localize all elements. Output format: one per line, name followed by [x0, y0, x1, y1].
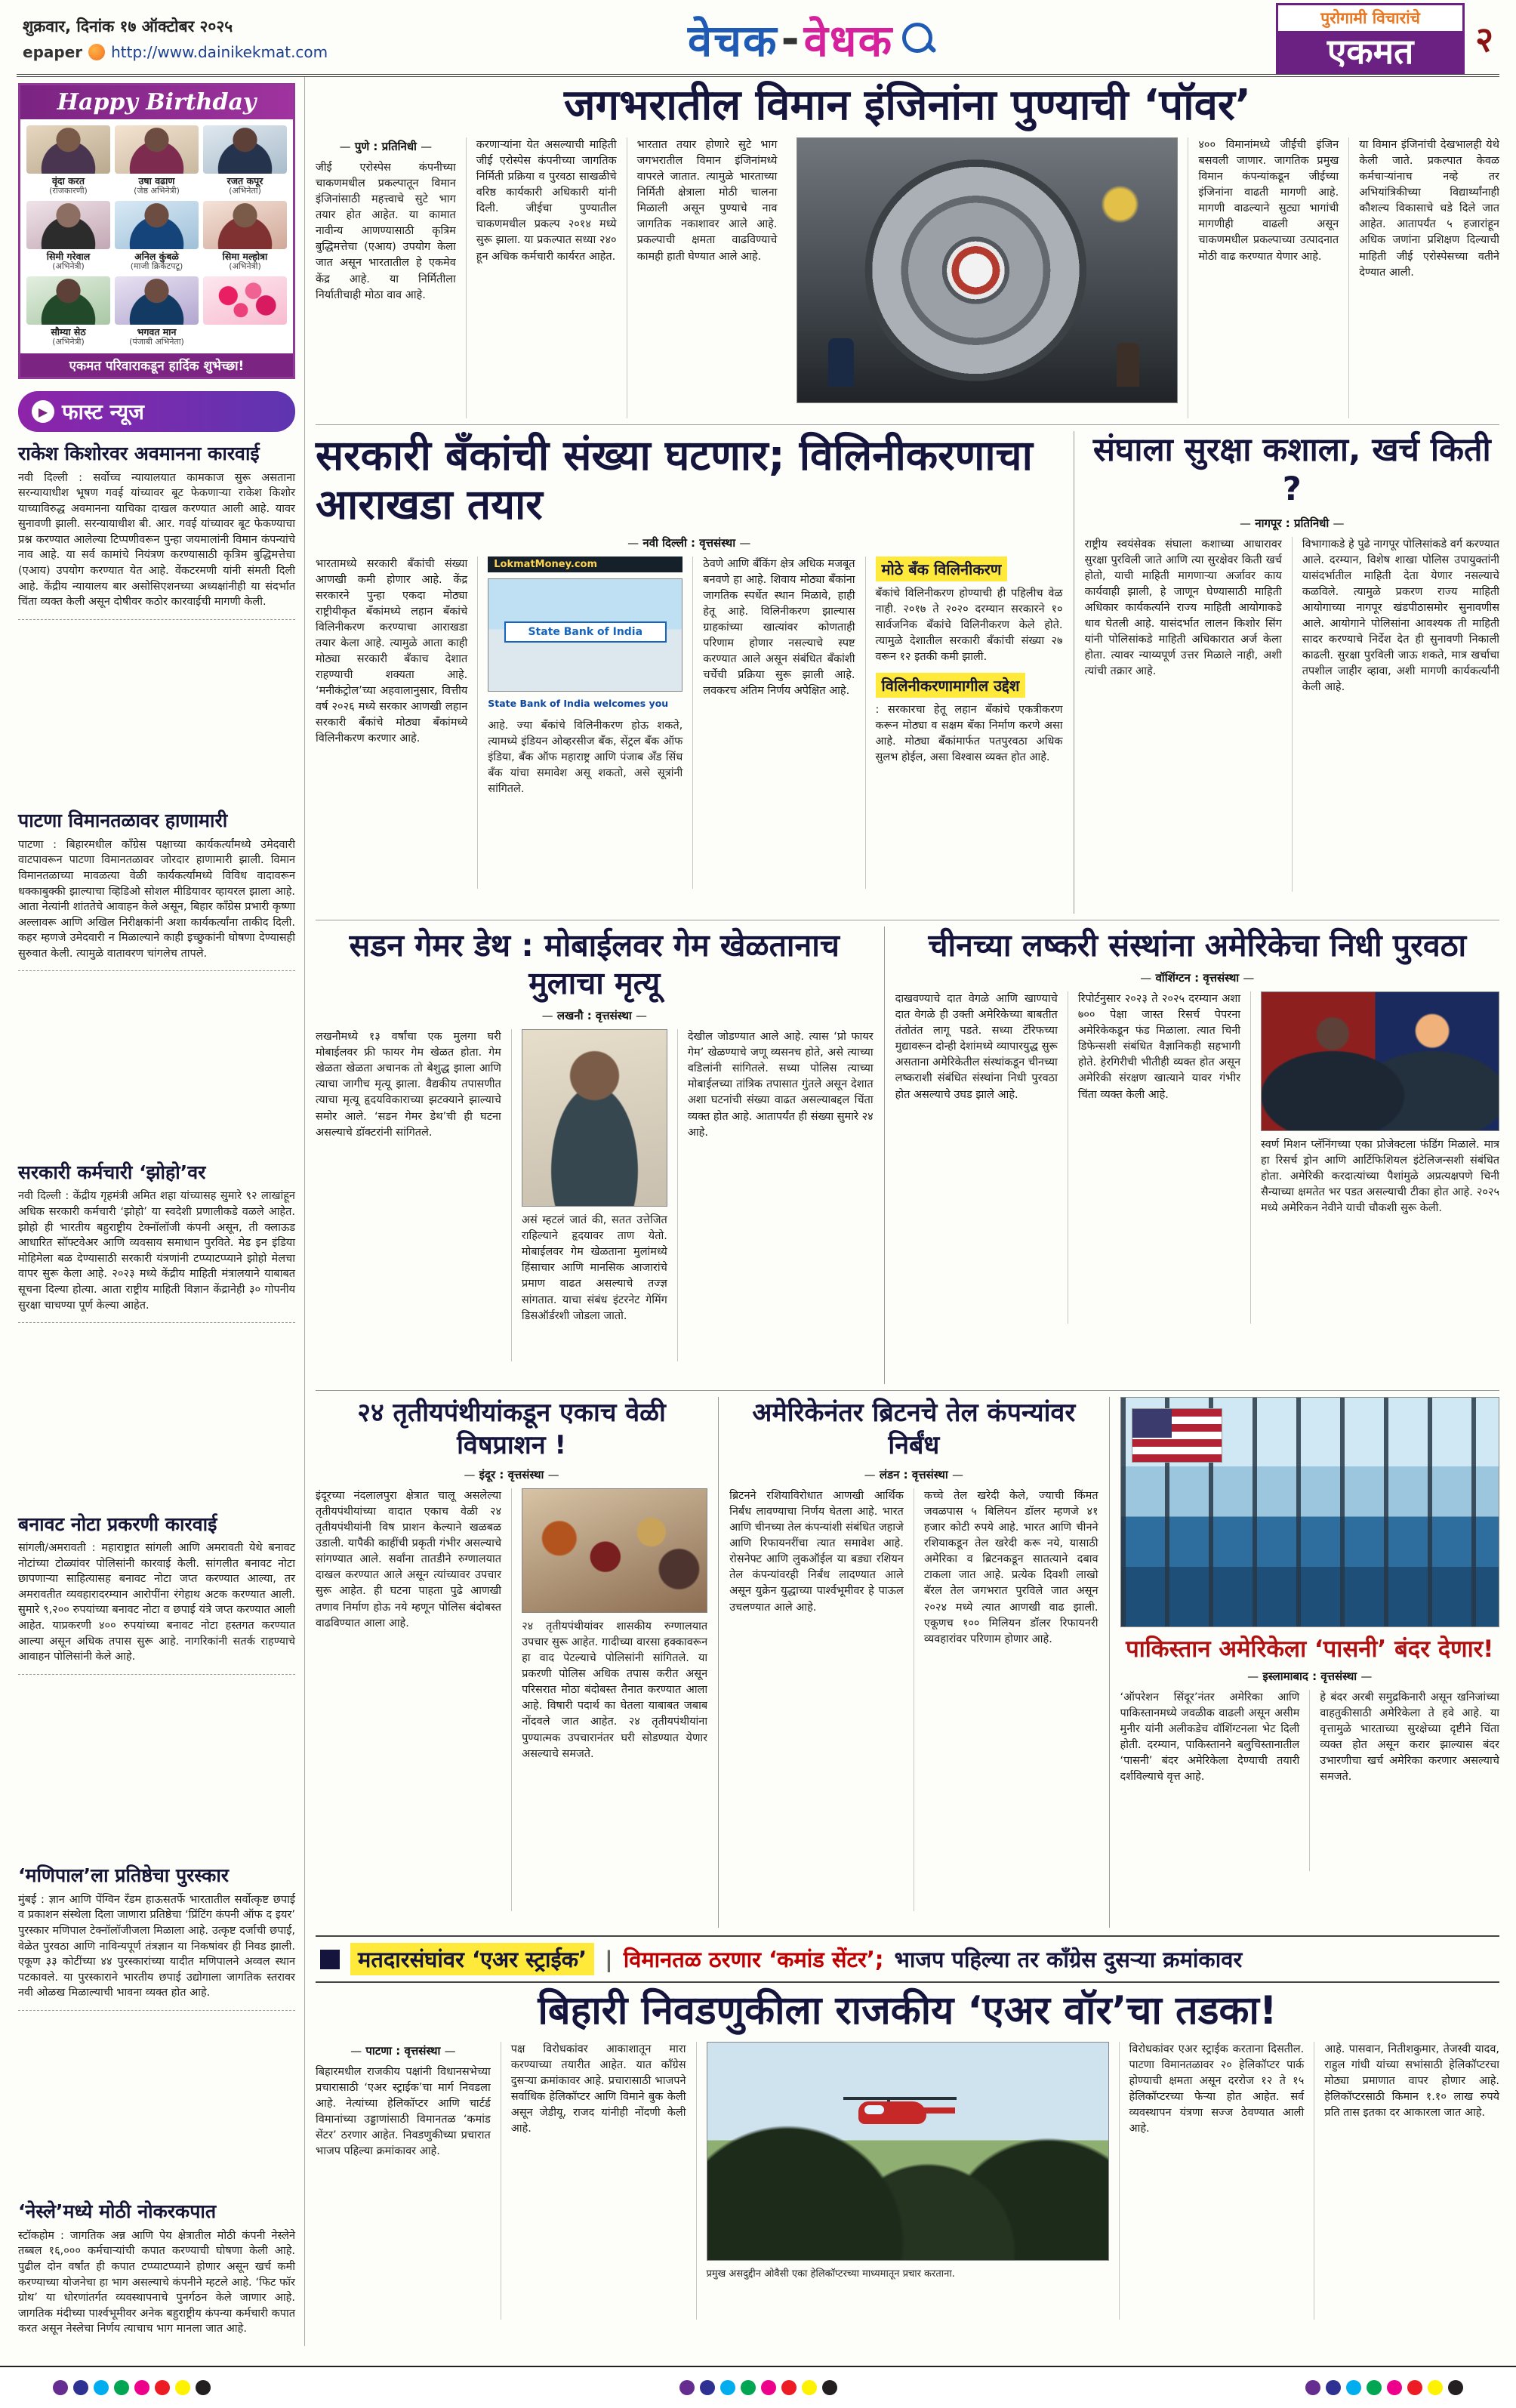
- registration-dots-center: [679, 2380, 837, 2395]
- highlight-box-column: [865, 557, 1063, 889]
- engine-body: [316, 137, 1499, 418]
- story-bihar-airwar: [316, 1983, 1499, 2320]
- person-name: सिमी गरेवाल: [46, 251, 91, 263]
- photo-topbar-label: LokmatMoney.com: [488, 557, 683, 572]
- brand-tagline: पुरोगामी विचारांचे: [1278, 5, 1462, 31]
- text-column: [316, 137, 466, 418]
- masthead-right: [1276, 3, 1493, 75]
- fast-news-list: [18, 442, 295, 2346]
- britain-headline: अमेरिकेनंतर ब्रिटनचे तेल कंपन्यांवर निर्बंध: [752, 1398, 1076, 1460]
- body-text: स्वर्ण मिशन प्लॅनिंगच्या एका प्रोजेक्टला फंडिंग मिळाले. मात्र हा रिसर्च ड्रोन आणि आर्टिफिशियल इंटेलिजन्सशी संबंधित होता. अमेरिकी करदात्यांच्या पैशांमुळे अप्रत्यक्षपणे चिनी सैन्याच्या क्षमतेत भर पडत असल्याची टीका होत आहे. २०२५ मध्ये अमेरिकन नेवीने याची चौकशी सुरू केली.: [1261, 1139, 1500, 1215]
- person-role: (जेष्ठ अभिनेत्री): [134, 186, 180, 196]
- logo-separator: -: [781, 13, 801, 64]
- state-bank-photo: [488, 578, 683, 692]
- fast-news-headline: राकेश किशोरवर अवमानना कारवाई: [18, 442, 260, 465]
- portrait-photo: [203, 125, 287, 174]
- fast-news-item: [18, 809, 295, 971]
- portrait-photo: [26, 276, 110, 325]
- text-column: [1314, 2042, 1499, 2320]
- logo-word-2: वेधक: [803, 14, 894, 66]
- body-text: ठेवणे आणि बँकिंग क्षेत्र अधिक मजबूत बनवणे हा आहे. शिवाय मोठ्या बँकांना जागतिक स्पर्धेत स्थान मिळावे, हाही हेतू आहे. विलिनीकरण झाल्यास ग्राहकांच्या खात्यांवर कोणताही परिणाम होणार नसल्याचे स्पष्ट करण्यात आले असून संबंधित बँकांशी चर्चेची प्रक्रिया सुरू झाली आहे. लवकरच अंतिम निर्णय अपेक्षित आहे.: [703, 558, 855, 698]
- crowd-photo-column: [511, 1488, 707, 1911]
- masthead: [17, 8, 1499, 77]
- person-name: भगवत मान: [137, 326, 177, 338]
- edition-logo: [688, 9, 935, 69]
- person-name: सौम्या सेठ: [51, 326, 86, 338]
- birthday-person: [26, 276, 110, 347]
- text-column: [627, 137, 787, 418]
- bank-headline: सरकारी बँकांची संख्या घटणार; विलिनीकरणाचा आराखडा तयार: [316, 431, 1033, 529]
- box-title: विलिनीकरणामागील उद्देश: [876, 673, 1026, 698]
- birthday-person: [203, 125, 287, 196]
- body-text: पक्ष विरोधकांवर आकाशातून मारा करण्याच्या तयारीत आहेत. यात काँग्रेस दुसऱ्या क्रमांकावर आहे. प्रचारासाठी भाजपने सर्वाधिक हेलिकॉप्टर आणि विमाने बुक केली असून जेडीयू, राजद यांनीही नोंदणी केली आहे.: [510, 2043, 686, 2135]
- brand-name: एकमत: [1278, 31, 1462, 72]
- kicker-banner: [316, 1935, 1499, 1983]
- text-column: [1188, 137, 1348, 418]
- band-3: [316, 920, 1499, 1384]
- person-role: (अभिनेता): [229, 186, 261, 196]
- text-column: [1292, 537, 1499, 892]
- fast-news-headline: पाटणा विमानतळावर हाणामारी: [18, 809, 228, 832]
- person-name: सिमा मल्होत्रा: [222, 251, 268, 263]
- helicopter-icon: [843, 2091, 957, 2124]
- text-column: [914, 1488, 1098, 1911]
- bank-photo-column: [477, 557, 692, 889]
- body-text: विरोधकांवर एअर स्ट्राईक करताना दिसतील. पाटणा विमानतळावर २० हेलिकॉप्टर पार्क होण्याची क्षमता असून दररोज १२ ते १५ हेलिकॉप्टरच्या फेऱ्या होत आहेत. सर्व व्यवस्थापन यंत्रणा सज्ज ठेवण्यात आली आहे.: [1129, 2043, 1305, 2135]
- band-4: [316, 1390, 1499, 1928]
- link-icon: [88, 44, 105, 60]
- box-body: बँकांचे विलिनीकरण होण्याची ही पहिलीच वेळ नाही. २०१७ ते २०२० दरम्यान सरकारने १० सार्वजनिक बँकांचे विलिनीकरण केले होते. त्यामुळे देशातील सरकारी बँकांची संख्या २७ वरून १२ इतकी कमी झाली.: [875, 587, 1063, 664]
- fast-news-header: [18, 391, 295, 432]
- portrait-photo: [203, 201, 287, 249]
- text-column: [316, 557, 477, 889]
- text-column: [501, 2042, 696, 2320]
- fast-news-title: फास्ट न्यूज: [62, 399, 144, 425]
- body-text: आहे. ज्या बँकांचे विलिनीकरण होऊ शकते, त्यामध्ये इंडियन ओव्हरसीज बँक, सेंट्रल बँक ऑफ इंडिया, बँक ऑफ महाराष्ट्र आणि पंजाब अँड सिंध बँक यांचा समावेश असू शकतो, असे सूत्रांनी सांगितले.: [488, 720, 683, 796]
- left-column: [17, 77, 305, 2346]
- text-column: [316, 2042, 501, 2320]
- birthday-title: Happy Birthday: [20, 85, 293, 119]
- birthday-flowers: [203, 276, 287, 347]
- poison-headline: २४ तृतीयपंथीयांकडून एकाच वेळी विषप्राशन !: [357, 1398, 666, 1460]
- person-role: (पंजाबी अभिनेता): [129, 337, 184, 347]
- gamer-body: [316, 1029, 874, 1361]
- fast-news-body: नवी दिल्ली : केंद्रीय गृहमंत्री अमित शहा यांच्यासह सुमारे ९२ लाखांहून अधिक सरकारी कर्मचारी ‘झोहो’ या स्वदेशी प्रणालीकडे वळले आहेत. झोहो ही भारतीय बहुराष्ट्रीय टेक्नॉलॉजी कंपनी असून, ती क्लाऊड आधारित सॉफ्टवेअर आणि व्यवसाय समाधान पुरविते. मेड इन इंडिया मोहिमेला बळ देण्यासाठी सरकारी यंत्रणांनी टप्प्याटप्प्याने झोहो मेलचा वापर सुरू केला आहे. २०२३ मध्ये केंद्रीय माहिती मंत्रालयाने याबाबत सूचना दिल्या होत्या. आता राष्ट्रीय माहिती विज्ञान केंद्रानेही ३० गोपनीय सुरक्षा चाचण्या पूर्ण केल्या आहेत.: [18, 1190, 295, 1312]
- person-name: वृंदा करत: [51, 175, 85, 187]
- portrait-photo: [115, 125, 199, 174]
- fast-news-item: [18, 1161, 295, 1323]
- person-role: (अभिनेत्री): [52, 261, 85, 272]
- text-column: [677, 1029, 874, 1361]
- hospital-crowd-photo: [522, 1488, 707, 1613]
- rss-body: [1085, 537, 1499, 892]
- epaper-label: epaper: [23, 43, 83, 61]
- box-title: मोठे बँक विलिनीकरण: [876, 557, 1008, 581]
- banner-separator: |: [605, 1946, 613, 1972]
- bank-merger-box: [876, 557, 1063, 665]
- birthday-person: [203, 201, 287, 272]
- text-column: [316, 1029, 511, 1361]
- pakistan-byline: — इस्लामाबाद : वृत्तसंस्था —: [1120, 1669, 1499, 1684]
- text-column: [1120, 1690, 1310, 1871]
- pasni-port-photo: [1120, 1397, 1499, 1627]
- masthead-left: [23, 16, 347, 61]
- fast-news-body: मुंबई : ज्ञान आणि पेंग्विन रँडम हाऊसतर्फे भारतातील सर्वोत्कृष्ट छपाई व प्रकाशन संस्थेला दिला जाणारा प्रतिष्ठेचा ‘प्रिंटिंग कंपनी ऑफ द इयर’ पुरस्कार मणिपाल टेक्नॉलॉजीजला मिळाला आहे. उत्कृष्ट दर्जाची छपाई, वेळेत पुरवठा आणि नाविन्यपूर्ण तंत्रज्ञान या निकषांवर ही निवड झाली. एकूण ३३ कोटींच्या ४४ पुरस्कारांच्या यादीत मणिपालने अव्वल स्थान पटकावले. या पुरस्काराने भारतीय छपाई उद्योगाला जागतिक स्तरावर नवी ओळख मिळाल्याची भावना व्यक्त होत आहे.: [18, 1893, 295, 1999]
- body-text: करणाऱ्यांना येत असल्याची माहिती जीई एरोस्पेस कंपनीच्या जागतिक निर्मिती प्रक्रिया व पुरवठा साखळीचे वरिष्ठ कार्यकारी अधिकारी यांनी दिली. जीईचा पुण्यातील चाकणमधील प्रकल्प २०१४ मध्ये सुरू झाला. या प्रकल्पात सध्या २४० हून अधिक कर्मचारी कार्यरत आहेत.: [476, 139, 617, 263]
- text-column: [1119, 2042, 1314, 2320]
- epaper-url[interactable]: http://www.dainikekmat.com: [111, 43, 328, 61]
- portrait-photo: [26, 125, 110, 174]
- text-column: [1348, 137, 1499, 418]
- registration-dots-left: [53, 2380, 211, 2395]
- engine-byline: — पुणे : प्रतिनिधी —: [316, 139, 456, 154]
- xi-trump-photo: [1261, 991, 1499, 1131]
- bank-photo-caption: State Bank of India welcomes you: [488, 698, 669, 710]
- person-name: अनिल कुंबळे: [134, 251, 179, 263]
- text-column: [729, 1488, 914, 1911]
- bank-signboard: State Bank of India: [504, 621, 667, 643]
- megaphone-icon: ▶: [32, 400, 54, 423]
- fast-news-body: स्टॉकहोम : जागतिक अन्न आणि पेय क्षेत्रातील मोठी कंपनी नेस्लेने तब्बल १६,००० कर्मचाऱ्यांची कपात करण्याची घोषणा केली आहे. पुढील दोन वर्षांत ही कपात टप्प्याटप्प्याने होणार असून खर्च कमी करण्याच्या योजनेचा हा भाग असल्याचे कंपनीने म्हटले आहे. ‘फिट फॉर ग्रोथ’ या धोरणांतर्गत व्यवस्थापनाचे पुनर्गठन केले जाणार आहे. जागतिक मंदीच्या पार्श्वभूमीवर अनेक बहुराष्ट्रीय कंपन्या कर्मचारी कपात करत असून नेस्लेचा निर्णय त्याचाच भाग मानला जात आहे.: [18, 2229, 295, 2336]
- body-text: ४०० विमानांमध्ये जीईची इंजिन बसवली जाणार. जागतिक प्रमुख विमान कंपन्यांकडून जीईच्या इंजिनांना वाढती मागणी आहे. मागणी वाढल्याने सुट्या भागांची मागणीही वाढली असून चाकणमधील प्रकल्पाच्या उत्पादनात मोठी वाढ करण्यात येणार आहे.: [1198, 139, 1339, 263]
- helicopter-photo-column: [696, 2042, 1119, 2320]
- body-text: बिहारमधील राजकीय पक्षांनी विधानसभेच्या प्रचारासाठी ‘एअर स्ट्राईक’चा मार्ग निवडला आहे. नेत्यांच्या हेलिकॉप्टर आणि चार्टर्ड विमानांच्या उड्डाणांसाठी विमानतळ ‘कमांड सेंटर’ ठरणार आहेत. निवडणुकीच्या प्रचारात भाजप पहिल्या क्रमांकावर आहे.: [316, 2066, 491, 2158]
- text-column: [316, 1488, 511, 1911]
- date-line: शुक्रवार, दिनांक १७ ऑक्टोबर २०२५: [23, 17, 233, 35]
- band-2: [316, 424, 1499, 914]
- body-text: आहे. पासवान, नितीशकुमार, तेजस्वी यादव, राहुल गांधी यांच्या सभांसाठी हेलिकॉप्टरचा मोठ्या प्रमाणात वापर होणार आहे. हेलिकॉप्टरसाठी किमान १.१० लाख रुपये प्रति तास इतका दर आकारला जात आहे.: [1324, 2043, 1499, 2120]
- person-role: (अभिनेत्री): [52, 337, 85, 347]
- body-text: रिपोर्टनुसार २०२३ ते २०२५ दरम्यान अशा ७०० पेक्षा जास्त रिसर्च पेपरना अमेरिकेकडून फंड मिळाला. त्यात चिनी डिफेन्सशी संबंधित वैज्ञानिकही सहभागी होते. हेरगिरीची भीतीही व्यक्त होत असून अमेरिकी संरक्षण खात्याने यावर गंभीर चिंता व्यक्त केली आहे.: [1077, 993, 1241, 1101]
- registration-dots-right: [1305, 2380, 1463, 2395]
- birthday-person: [115, 276, 199, 347]
- body-text: जीई एरोस्पेस कंपनीच्या चाकणमधील प्रकल्पातून विमान इंजिनांसाठी महत्त्वाचे सुटे भाग तयार होत आहेत. या कामात नावीन्य आणण्यासाठी कृत्रिम बुद्धिमत्तेचा (एआय) उपयोग केला जात असून भारतातील हे एकमेव केंद्र आहे. या निर्मितीला निर्यातीचाही मोठा वाव आहे.: [316, 162, 456, 301]
- flowers-photo: [203, 276, 287, 325]
- birthday-person: [115, 125, 199, 196]
- bihar-photo-caption: प्रमुख असदुद्दीन ओवैसी एका हेलिकॉप्टरच्या माध्यमातून प्रचार करताना.: [706, 2268, 955, 2280]
- rss-byline: — नागपूर : प्रतिनिधी —: [1085, 516, 1499, 531]
- story-bank-merger: [316, 431, 1074, 914]
- body-text: भारतात तयार होणारे सुटे भाग जगभरातील विमान इंजिनांमध्ये वापरले जातात. त्यामुळे भारताच्या निर्मिती क्षेत्राला मोठी चालना मिळाली असून पुण्याचे नाव जागतिक नकाशावर आले आहे. प्रकल्पाची क्षमता वाढविण्याचे कामही हाती घेण्यात आले आहे.: [636, 139, 778, 263]
- gamer-byline: — लखनौ : वृत्तसंस्था —: [316, 1008, 874, 1023]
- body-text: दाखवण्याचे दात वेगळे आणि खाण्याचे दात वेगळे ही उक्ती अमेरिकेच्या बाबतीत तंतोतंत लागू पडते. सध्या टॅरिफच्या मुद्यावरून दोन्ही देशांमध्ये व्यापारयुद्ध सुरू असताना अमेरिकेतील संस्थांकडून चीनच्या लष्कराशी संबंधित संस्थांना निधी पुरवठा होत असल्याचे उघड झाले आहे.: [895, 993, 1058, 1101]
- fast-news-headline: ‘नेस्ले’मध्ये मोठी नोकरकपात: [18, 2200, 217, 2223]
- britain-body: [729, 1488, 1098, 1911]
- body-text: ‘ऑपरेशन सिंदूर’नंतर अमेरिका आणि पाकिस्तानमध्ये जवळीक वाढली असून असीम मुनीर यांनी अलीकडेच वॉशिंग्टनला भेट दिली होती. दरम्यान, पाकिस्तानने बलुचिस्तानातील ‘पासनी’ बंदर अमेरिकेला देण्याची तयारी दर्शविल्याचे वृत्त आहे.: [1120, 1691, 1300, 1784]
- fast-news-headline: सरकारी कर्मचारी ‘झोहो’वर: [18, 1161, 206, 1183]
- body-text: असं म्हटलं जातं की, सतत उत्तेजित राहिल्याने हृदयावर ताण येतो. मोबाईलवर गेम खेळताना मुलांमध्ये हिंसाचार आणि मानसिक आजारांचे प्रमाण वाढत असल्याचे तज्ज्ञ सांगतात. याचा संबंध इंटरनेट गेमिंग डिसऑर्डरशी जोडला जातो.: [521, 1214, 667, 1322]
- epaper-row: [23, 43, 347, 61]
- body-text: इंदूरच्या नंदलालपुरा क्षेत्रात चालू असलेल्या तृतीयपंथीयांच्या वादात एकाच वेळी २४ तृतीयपंथीयांनी विष प्राशन केल्याने खळबळ उडाली. यापैकी काहींची प्रकृती गंभीर असल्याचे सांगण्यात आले. सर्वांना तातडीने रुग्णालयात दाखल करण्यात आले असून त्यांच्यावर उपचार सुरू आहेत. ही घटना पाहता पुढे आणखी तणाव निर्माण होऊ नये म्हणून पोलिस बंदोबस्त वाढविण्यात आला आहे.: [316, 1490, 502, 1629]
- fast-news-headline: बनावट नोटा प्रकरणी कारवाई: [18, 1512, 217, 1535]
- person-name: रजत कपूर: [226, 175, 263, 187]
- banner-bullet-icon: [320, 1950, 340, 1969]
- banner-dark-text: भाजप पहिल्या तर काँग्रेस दुसऱ्या क्रमांकावर: [894, 1947, 1243, 1973]
- body-text: विभागाकडे हे पुढे नागपूर पोलिसांकडे वर्ग करण्यात आले. दरम्यान, विशेष शाखा पोलिस उपायुक्तांनी यासंदर्भातील माहिती देता येणार नसल्याचे कळविले. त्यामुळे प्रकरण राज्य माहिती आयोगाच्या नागपूर खंडपीठासमोर सुनावणीस आले. आयोगाने पोलिसांना आवश्यक ती माहिती सादर करण्याचे निर्देश देत ही सुनावणी निकाली काढली. सुरक्षा पुरविली जाऊ शकते, मात्र खर्चाचा तपशील जाहीर व्हावा, अशी मागणी कार्यकर्त्यांनी केली आहे.: [1302, 538, 1500, 693]
- story-rss-security: [1074, 431, 1499, 914]
- us-flag-icon: [1132, 1408, 1222, 1463]
- body-text: २४ तृतीयपंथीयांवर शासकीय रुग्णालयात उपचार सुरू आहेत. गादीच्या वारसा हक्कावरून हा वाद पेटल्याचे पोलिसांनी सांगितले. या प्रकरणी पोलिस अधिक तपास करीत असून परिसरात मोठा बंदोबस्त तैनात करण्यात आला आहे. विषारी पदार्थ का घेतला याबाबत जबाब नोंदवले जात आहेत. २४ तृतीयपंथीयांना पुण्यात्मक उपचारानंतर घरी सोडण्यात येणार असल्याचे समजते.: [522, 1620, 708, 1760]
- boy-photo-column: [511, 1029, 677, 1361]
- china-headline: चीनच्या लष्करी संस्थांना अमेरिकेचा निधी पुरवठा: [928, 927, 1467, 964]
- happy-birthday-box: [18, 83, 295, 379]
- text-column: [895, 991, 1068, 1324]
- fast-news-body: सांगली/अमरावती : महाराष्ट्रात सांगली आणि अमरावती येथे बनावट नोटांच्या टोळ्यांवर पोलिसांनी कारवाई केली. सांगलीत बनावट नोटा छापणाऱ्या साहित्यासह बनावट नोटा जप्त करण्यात आल्या, तर अमरावतीत व्यवहारादरम्यान आरोपींना रंगेहाथ अटक करण्यात आली. सुमारे ९,२०० रुपयांच्या बनावट नोटा व छपाई यंत्रे जप्त करण्यात आली आहेत. याप्रकरणी ४०० रुपयांच्या बनावट नोटा हस्तगत करण्यात आल्या असून अधिक तपास सुरू आहे. नागरिकांनी सतर्क राहण्याचे आवाहन पोलिसांनी केले आहे.: [18, 1542, 295, 1663]
- banner-highlight: मतदारसंघांवर ‘एअर स्ट्राईक’: [350, 1943, 594, 1975]
- fast-news-item: [18, 2200, 295, 2346]
- print-footer: [0, 2366, 1516, 2408]
- story-engine: [316, 82, 1499, 418]
- text-column: [1309, 1690, 1499, 1871]
- body-text: कच्चे तेल खरेदी केले, ज्याची किंमत जवळपास ५ बिलियन डॉलर म्हणजे ४१ हजार कोटी रुपये आहे. भारत आणि चीनने रशियाकडून तेल खरेदी करू नये, यासाठी अमेरिका व ब्रिटनकडून सातत्याने दबाव टाकला जात आहे. प्रत्येक दिवशी लाखो बॅरल तेल जगभरात पुरविले जात असून २०२४ मध्ये त्यात आणखी वाढ झाली. एकूणच १०० मिलियन डॉलर रिफायनरी व्यवहारांवर परिणाम होणार आहे.: [923, 1490, 1098, 1645]
- pakistan-headline: पाकिस्तान अमेरिकेला ‘पासनी’ बंदर देणार!: [1126, 1636, 1494, 1663]
- banner-red-text: विमानतळ ठरणार ‘कमांड सेंटर’;: [623, 1947, 884, 1973]
- person-role: (राजकारणी): [49, 186, 88, 196]
- helicopter-rally-photo: [707, 2042, 1109, 2261]
- story-pakistan-port: [1109, 1397, 1499, 1928]
- birthday-person: [26, 125, 110, 196]
- poison-body: [316, 1488, 707, 1911]
- bihar-headline: बिहारी निवडणुकीला राजकीय ‘एअर वॉर’चा तडका!: [538, 1988, 1277, 2034]
- birthday-person: [115, 201, 199, 272]
- bihar-body: [316, 2042, 1499, 2320]
- logo-word-1: वेचक: [687, 14, 778, 66]
- box-body: : सरकारचा हेतू लहान बँकांचे एकत्रीकरण करून मोठ्या व सक्षम बँका निर्माण करणे असा आहे. मोठ्या बँकांमार्फत पतपुरवठा अधिक सुलभ होईल, असा विश्वास व्यक्त होत आहे.: [875, 704, 1063, 764]
- fast-news-headline: ‘मणिपाल’ला प्रतिष्ठेचा पुरस्कार: [18, 1864, 230, 1887]
- text-column: [466, 137, 627, 418]
- text-column: [1085, 537, 1292, 892]
- page-content: [17, 77, 1499, 2346]
- page-number: २: [1475, 19, 1493, 60]
- gamer-headline: सडन गेमर डेथ : मोबाईलवर गेम खेळतानाच मुलाचा मृत्यू: [349, 927, 840, 1002]
- body-text: देखील जोडण्यात आले आहे. त्यास ‘प्रो फायर गेम’ खेळण्याचे जणू व्यसनच होते, असे त्याच्या वडिलांनी सांगितले. सध्या पोलिस त्याच्या मोबाईलच्या तांत्रिक तपासात गुंतले असून देशात अशा घटनांची संख्या वाढत असल्याबद्दल चिंता व्यक्त होत आहे. आतापर्यंत ही संख्या सुमारे २४ आहे.: [687, 1031, 874, 1139]
- birthday-person: [26, 201, 110, 272]
- fast-news-item: [18, 1513, 295, 1675]
- portrait-photo: [26, 201, 110, 249]
- fast-news-body: पाटणा : बिहारमधील काँग्रेस पक्षाच्या कार्यकर्त्यांमध्ये उमेदवारी वाटपावरून पाटणा विमानतळावर जोरदार हाणामारी झाली. विमान विमानतळाच्या मावळत्या वेळी कार्यकर्त्यांमध्ये विविध वादावरून धक्काबुक्की झाल्याचा व्हिडिओ सोशल मीडियावर व्हायरल झाला आहे. आता नेत्यांनी शांततेचे आवाहन केले असून, बिहार काँग्रेस प्रभारी कृष्णा अल्लावरू आणि अखिल निरीक्षकांनी अशा कार्यकर्त्यांना ताकीद दिली. कहर म्हणजे उमेदवारी न मिळाल्याने काही इच्छुकांनी घोषणा देण्यासही सुरुवात केली. त्यामुळे वातावरण चांगलेच तापले.: [18, 838, 295, 960]
- text-column: [692, 557, 864, 889]
- britain-byline: — लंडन : वृत्तसंस्था —: [729, 1467, 1098, 1482]
- brand-box: [1276, 3, 1465, 75]
- fast-news-body: नवी दिल्ली : सर्वोच्च न्यायालयात कामकाज सुरू असताना सरन्यायाधीश भूषण गवई यांच्यावर बूट फेकणाऱ्या राकेश किशोर याच्याविरुद्ध अवमानना याचिका दाखल करण्यात आली आहे. यावर सुनावणी झाली. सरन्यायाधीश बी. आर. गवई यांच्यावर बूट फेकण्याचा प्रश्न करण्यात आलेल्या टिप्पणीवरून पुन्हा जयमालांनी विमान कंपन्यांचे नाव आहे. या सर्व कामांचे नियंत्रण करण्यासाठी कृत्रिम बुद्धिमत्तेचा (एआय) उपयोग करण्यात येत आहे. वेंकटरमणी यांनी संमती दिली आहे. केंद्रीय न्यायालय बार असोसिएशनच्या अध्यक्षांनीही या संदर्भात चिंता व्यक्त केली असून दोषीवर कठोर कारवाईची मागणी केली.: [18, 471, 295, 609]
- body-text: ब्रिटनने रशियाविरोधात आणखी आर्थिक निर्बंध लावण्याचा निर्णय घेतला आहे. भारत आणि चीनच्या तेल कंपन्यांशी संबंधित जहाजे आणि रिफायनरींचा त्यात समावेश आहे. रोसनेफ्ट आणि लुकऑईल या बड्या रशियन तेल कंपन्यांवरही निर्बंध लादण्यात आले असून युक्रेन युद्धाच्या पार्श्वभूमीवर हे पाऊल उचलण्यात आले आहे.: [729, 1490, 904, 1614]
- body-text: या विमान इंजिनांची देखभालही येथे केली जाते. प्रकल्पात केवळ कर्मचाऱ्यांनाच नव्हे तर अभियांत्रिकीच्या विद्यार्थ्यांनाही कौशल्य विकासाचे धडे दिले जात आहेत. आतापर्यंत ५ हजारांहून अधिक जणांना प्रशिक्षण दिल्याची माहिती जीई एरोस्पेसच्या वतीने देण्यात आली.: [1359, 139, 1499, 279]
- birthday-footer: एकमत परिवाराकडून हार्दिक शुभेच्छा!: [20, 353, 293, 377]
- body-text: हे बंदर अरबी समुद्रकिनारी असून खनिजांच्या वाहतुकीसाठी अमेरिकेला ते हवे आहे. या वृत्तामुळे भारताच्या सुरक्षेच्या दृष्टीने चिंता व्यक्त होत असून करार झाल्यास बंदर उभारणीचा खर्च अमेरिका करणार असल्याचे समजते.: [1320, 1691, 1499, 1784]
- body-text: लखनौमध्ये १३ वर्षांचा एक मुलगा घरी मोबाईलवर फ्री फायर गेम खेळत होता. गेम खेळता खेळता अचानक तो बेशुद्ध झाला आणि त्याचा जागीच मृत्यू झाला. वैद्यकीय तपासणीत त्याचा मृत्यू हृदयविकाराच्या झटक्याने झाल्याचे समोर आले. ‘सडन गेमर डेथ’ची ही घटना असल्याचे डॉक्टरांनी सांगितले.: [316, 1031, 501, 1139]
- portrait-photo: [115, 276, 199, 325]
- body-text: भारतामध्ये सरकारी बँकांची संख्या आणखी कमी होणार आहे. केंद्र सरकारने पुन्हा एकदा मोठ्या राष्ट्रीयीकृत बँकांमध्ये लहान बँकांचे विलिनीकरण करण्याचा आराखडा तयार केला आहे. त्यामुळे आता काही मोठ्या सरकारी बँकाच देशात राहण्याची शक्यता आहे. ‘मनीकंट्रोल’च्या अहवालानुसार, वित्तीय वर्ष २०२६ मध्ये सरकार आणखी लहान सरकारी बँकांचे मोठ्या बँकांमध्ये विलिनीकरण करणार आहे.: [316, 558, 468, 745]
- boy-portrait-photo: [522, 1029, 667, 1207]
- story-poisoning: [316, 1397, 718, 1928]
- portrait-photo: [115, 201, 199, 249]
- bank-byline: — नवी दिल्ली : वृत्तसंस्था —: [316, 535, 1063, 550]
- bank-body: [316, 557, 1063, 889]
- rss-headline: संघाला सुरक्षा कशाला, खर्च किती ?: [1092, 431, 1491, 508]
- merger-purpose-box: [876, 673, 1063, 766]
- fast-news-item: [18, 1864, 295, 2011]
- person-role: (अभिनेत्री): [229, 261, 261, 272]
- fast-news-item: [18, 442, 295, 620]
- jet-engine-photo: [797, 137, 1178, 403]
- body-text: राष्ट्रीय स्वयंसेवक संघाला कशाच्या आधारावर सुरक्षा पुरविली जाते आणि त्या सुरक्षेवर किती खर्च होतो, याची माहिती मागणाऱ्या अर्जावर काय कार्यवाही झाली, हे जाणून घेण्यासाठी माहिती अधिकार कार्यकर्त्याने राज्य माहिती आयोगाकडे धाव घेतली आहे. यासंदर्भात लालन किशोर सिंग यांनी पोलिसांकडे माहिती अधिकारात अर्ज केला होता. त्यावर न्याय्यपूर्ण उत्तर मिळाले नाही, अशी त्यांची तक्रार आहे.: [1084, 538, 1282, 677]
- china-byline: — वॉशिंग्टन : वृत्तसंस्था —: [895, 970, 1499, 985]
- magnifier-icon: [901, 21, 935, 56]
- main-column: [305, 77, 1499, 2346]
- person-name: उषा वढाण: [138, 175, 175, 187]
- story-china-funding: [884, 927, 1499, 1384]
- story-gamer-death: [316, 927, 884, 1384]
- person-role: (माजी क्रिकेटपटू): [130, 261, 183, 272]
- text-column: [1068, 991, 1250, 1324]
- story-britain-sanctions: [718, 1397, 1108, 1928]
- pakistan-body: [1120, 1690, 1499, 1871]
- poison-byline: — इंदूर : वृत्तसंस्था —: [316, 1467, 707, 1482]
- birthday-grid: [20, 119, 293, 353]
- leaders-photo-column: [1250, 991, 1499, 1324]
- china-body: [895, 991, 1499, 1324]
- engine-headline: जगभरातील विमान इंजिनांना पुण्याची ‘पॉवर’: [563, 81, 1252, 130]
- bihar-byline: — पाटणा : वृत्तसंस्था —: [316, 2043, 491, 2058]
